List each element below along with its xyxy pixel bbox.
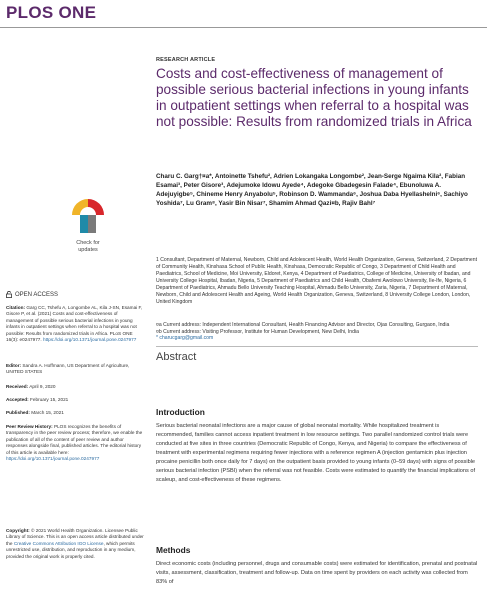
peer-review-text: PLOS recognizes the benefits of transparency in the peer review process; therefore, we enable the publication of all of the content of peer review and author responses alongside final, published articles. The editorial history of this article is available here: [6, 424, 143, 455]
received-date [6, 384, 146, 390]
methods-heading: Methods [156, 545, 191, 555]
abstract-divider [156, 346, 478, 347]
peer-review-history [6, 424, 146, 462]
accepted-value: February 15, 2021 [28, 397, 69, 402]
copyright [6, 528, 146, 560]
open-lock-icon [6, 291, 12, 298]
copyright-text: © 2021 World Health Organization. Licensee Public Library of Science. This is an open access article distributed under the [6, 528, 144, 546]
accepted-date [6, 397, 146, 403]
published-date [6, 410, 146, 416]
editor-text: Sandra A. Hoffmann, US Department of Agriculture, UNITED STATES [6, 363, 130, 375]
published-label: Published: [6, 410, 30, 415]
check-for-updates-icon[interactable] [70, 197, 106, 237]
affiliations: 1 Consultant, Department of Maternal, Newborn, Child and Adolescent Health, World Health Organization, Geneva, Switzerland, 2 Department of Community Health, Kinshasa School of Public Health, Kinshasa, Democratic Republic of Congo, 3 Department of Child Health and Paediatrics, School of Medicine, Moi University, Eldoret, Kenya, 4 Department of Paediatrics, College of Medicine, University of Ibadan, and University College Hospital, Ibadan, Nigeria, 5 Department of Paediatrics and Child Health, Obafemi Awolowo University, Ile-Ife, Nigeria, 6 Department of Paediatrics, Ahmadu Bello University Teaching Hospital, Ahmadu Bello University, Zaria, Nigeria, 7 Department of Maternal, Newborn, Child and Adolescent Health and Ageing, World Health Organization, Geneva, Switzerland, 8 University College London, London, United Kingdom [156, 257, 477, 305]
peer-review-label: Peer Review History: [6, 424, 53, 429]
header-divider [0, 27, 487, 28]
check-updates-line-1: Check for [76, 240, 100, 246]
citation-label: Citation: [6, 305, 26, 310]
current-address-b: ¤b Current address: Visiting Professor, Institute for Human Development, New Delhi, India [156, 328, 359, 335]
introduction-heading: Introduction [156, 407, 205, 417]
received-value: April 9, 2020 [28, 384, 56, 389]
open-access-label: OPEN ACCESS [15, 291, 59, 298]
editor [6, 363, 146, 376]
article-title: Costs and cost-effectiveness of management of possible serious bacterial infections in young infants in outpatient settings when referral to a hospital was not possible: Results from randomized trials in Africa [156, 66, 472, 129]
peer-review-doi-link[interactable]: https://doi.org/10.1371/journal.pone.0247977 [6, 456, 100, 462]
check-updates-line-2: updates [78, 246, 98, 253]
abstract-heading: Abstract [156, 351, 197, 363]
current-addresses [156, 322, 478, 342]
copyright-label: Copyright: [6, 528, 30, 533]
editor-label: Editor: [6, 363, 22, 368]
open-access-badge [6, 291, 58, 298]
license-link[interactable]: Creative Commons Attribution IGO License [13, 540, 104, 546]
journal-name[interactable]: PLOS ONE [6, 3, 97, 22]
citation-doi-link[interactable]: https://doi.org/10.1371/journal.pone.0247977 [43, 337, 137, 343]
citation [6, 305, 146, 343]
received-label: Received: [6, 384, 29, 389]
article-type: RESEARCH ARTICLE [156, 57, 216, 63]
published-value: March 15, 2021 [29, 410, 64, 415]
author-list[interactable]: Charu C. Garg†¤a*, Antoinette Tshefu², Adrien Lokangaka Longombe², Jean-Serge Ngaima Kila², Fabian Esamai³, Peter Gisore³, Adejumoke Idowu Ayede⁴, Adegoke Gbadegesin Falade⁴, Ebunoluwa A. Adejuyigbe⁵, Chineme Henry Anyabolu⁵, Robinson D. Wammanda⁶, Joshua Daba Hyellashelni⁶, Sachiyo Yoshida⁷, Lu Gram⁸, Yasir Bin Nisar⁷, Shamim Ahmad Qazi¤b, Rajiv Bahl⁷ [156, 173, 468, 207]
accepted-label: Accepted: [6, 397, 29, 402]
methods-text: Direct economic costs (including personnel, drugs and consumable costs) were estimated for identification, prenatal and postnatal visits, assessment, classification, treatment and follow-up. Data on time spent by providers on each activity was collected from 83% of [156, 561, 478, 585]
introduction-text: Serious bacterial neonatal infections are a major cause of global neonatal mortality. While hospitalized treatment is recommended, families cannot access inpatient treatment in low resource settings. Two parallel randomized control trials were conducted at five sites in three countries (Democratic Republic of Congo, Kenya, and Nigeria) to compare the effectiveness of treatment with experimental regimens requiring fewer injections with a reference regimen A (injection gentamicin plus injection procaine penicillin both once daily for 7 days) on the outpatient basis provided to young infants (0–59 days) with signs of possible serious bacterial infection (PSBI) when the referral was not feasible. Costs were estimated to quantify the financial implications of scaleup, and cost-effectiveness of these regimens. [156, 423, 476, 483]
correspondence-email[interactable]: * charucgarg@gmail.com [156, 335, 214, 341]
current-address-a: ¤a Current address: Independent International Consultant, Health Financing Advisor and Director, Ojas Consulting, Gurgaon, India [156, 322, 450, 328]
copyright-tail: , which permits unrestricted use, distribution, and reproduction in any medium, provided the original work is properly cited. [6, 540, 136, 559]
citation-text: Garg CC, Tshefu A, Longombe AL, Kila J-SN, Esamai F, Gisore P, et al. (2021) Costs and cost-effectiveness of management of possible serious bacterial infections in young infants in outpatient settings when referral to a hospital was not possible: Results from randomized trials in Africa. PLoS ONE 16(3): e0247977. [6, 305, 143, 343]
check-for-updates-label[interactable] [60, 240, 116, 253]
